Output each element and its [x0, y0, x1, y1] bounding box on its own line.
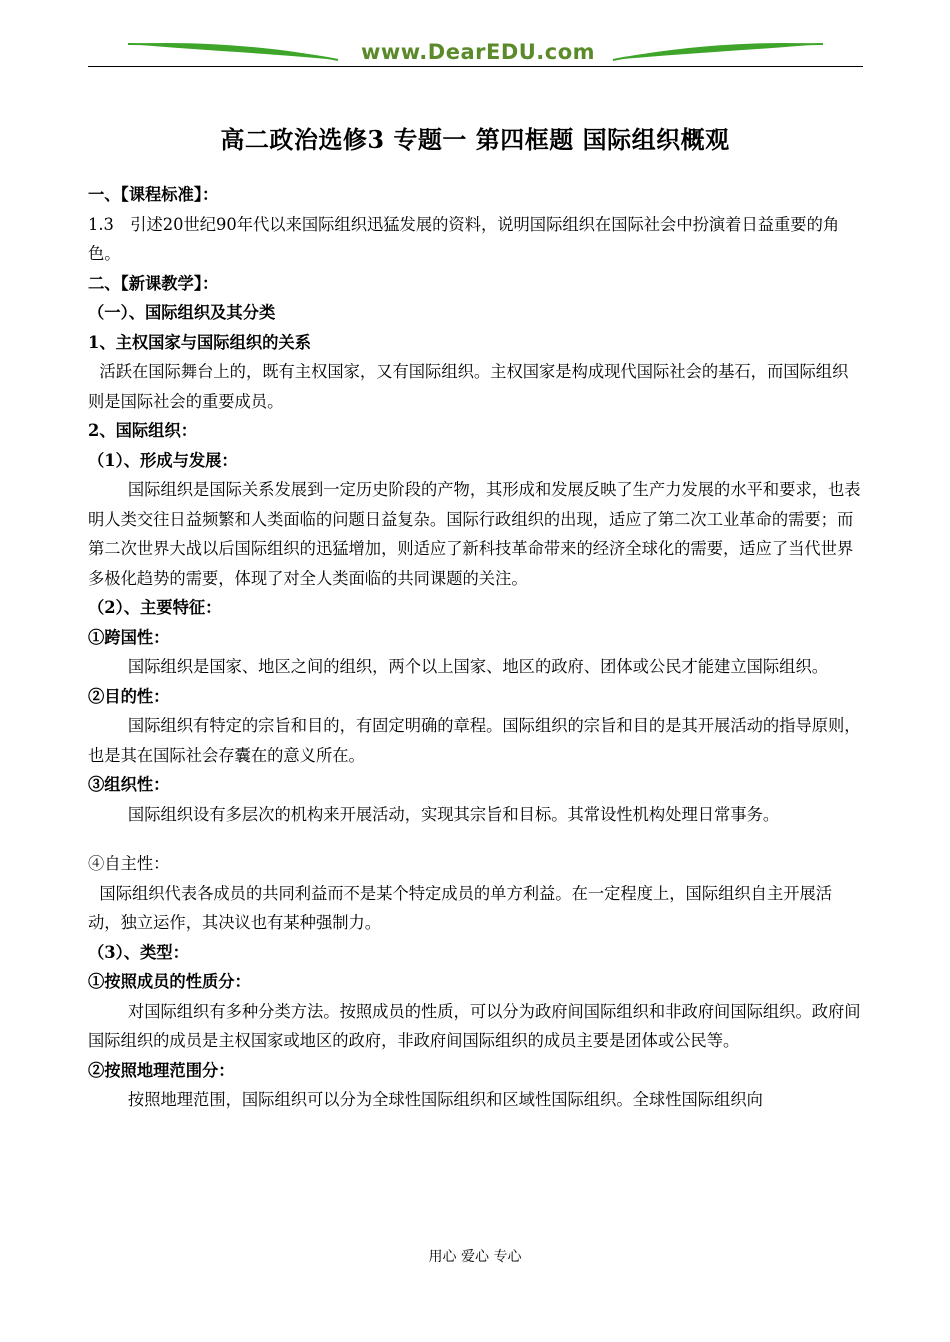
- paragraph: 国际组织是国际关系发展到一定历史阶段的产物，其形成和发展反映了生产力发展的水平和要求，也表明人类交往日益频繁和人类面临的问题日益复杂。国际行政组织的出现，适应了第二次工业革命的需要；而第二次世界大战以后国际组织的迅猛增加，则适应了新科技革命带来的经济全球化的需要，适应了当代世界多极化趋势的需要，体现了对全人类面临的共同课题的关注。: [88, 480, 861, 588]
- feature-heading: ①跨国性：: [88, 627, 170, 647]
- subsection-heading: （3）、类型：: [88, 942, 189, 962]
- paragraph: 对国际组织有多种分类方法。按照成员的性质，可以分为政府间国际组织和非政府间国际组织。政府间国际组织的成员是主权国家或地区的政府，非政府间国际组织的成员主要是团体或公民等。: [88, 1001, 861, 1050]
- feature-heading: ③组织性：: [88, 775, 170, 794]
- subsection-heading: （1）、形成与发展：: [88, 450, 238, 470]
- document-body: [88, 180, 863, 1115]
- right-swoosh-icon: [613, 43, 823, 60]
- paragraph: 按照地理范围，国际组织可以分为全球性国际组织和区域性国际组织。全球性国际组织向: [127, 1090, 763, 1109]
- subsection-heading: 1、主权国家与国际组织的关系: [88, 332, 311, 352]
- site-logo-text: www.DearEDU.com: [360, 40, 596, 64]
- section-heading: 一、【课程标准】：: [88, 185, 219, 204]
- subsection-heading: （一）、国际组织及其分类: [88, 303, 276, 322]
- paragraph: 国际组织有特定的宗旨和目的，有固定明确的章程。国际组织的宗旨和目的是其开展活动的指导原则，也是其在国际社会存囊在的意义所在。: [88, 716, 861, 765]
- paragraph: 活跃在国际舞台上的，既有主权国家，又有国际组织。主权国家是构成现代国际社会的基石，而国际组织则是国际社会的重要成员。: [88, 362, 849, 411]
- paragraph: 国际组织是国家、地区之间的组织，两个以上国家、地区的政府、团体或公民才能建立国际组织。: [127, 657, 829, 676]
- paragraph: 1.3 引述20世纪90年代以来国际组织迅猛发展的资料，说明国际组织在国际社会中扮演着日益重要的角色。: [88, 214, 840, 263]
- left-swoosh-icon: [128, 43, 338, 60]
- paragraph: 国际组织代表各成员的共同利益而不是某个特定成员的单方利益。在一定程度上，国际组织自主开展活动，独立运作，其决议也有某种强制力。: [88, 883, 833, 932]
- section-heading: 二、【新课教学】：: [88, 273, 219, 293]
- header-divider: [88, 66, 863, 67]
- feature-heading: ②目的性：: [88, 686, 170, 706]
- spacer: [88, 829, 863, 849]
- page-footer: 用心 爱心 专心: [428, 1249, 522, 1265]
- subsection-heading: （2）、主要特征：: [88, 598, 222, 617]
- paragraph: 国际组织设有多层次的机构来开展活动，实现其宗旨和目标。其常设性机构处理日常事务。: [127, 804, 780, 824]
- feature-heading: ②按照地理范围分：: [88, 1060, 235, 1080]
- subsection-heading: 2、国际组织：: [88, 421, 198, 440]
- document-title: 高二政治选修3 专题一 第四框题 国际组织概观: [220, 125, 730, 154]
- feature-heading: ①按照成员的性质分：: [88, 972, 251, 991]
- feature-heading: ④自主性：: [88, 854, 170, 873]
